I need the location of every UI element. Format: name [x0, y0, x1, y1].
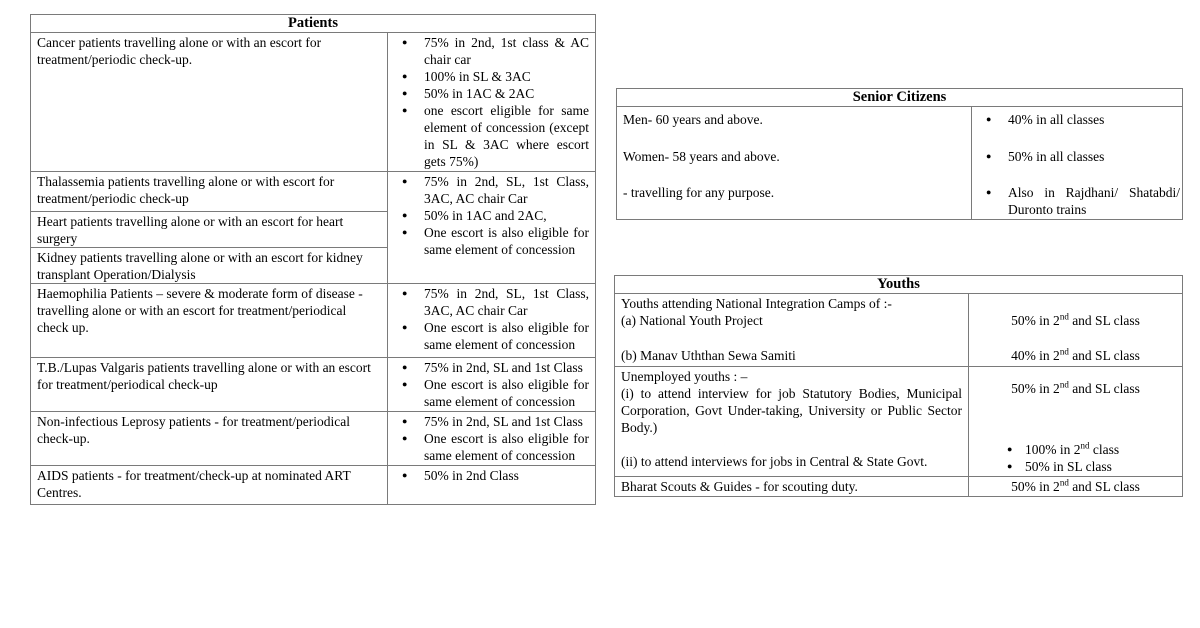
benefit-cell [972, 142, 1183, 179]
condition-cell: - travelling for any purpose. [617, 179, 972, 220]
benefit-item: ● one escort eligible for same element of concession (except in SL & 3AC where escort gets 75%) [394, 102, 589, 170]
benefit-item: ● 50% in 2nd Class [394, 467, 589, 484]
benefit-cell [388, 466, 596, 505]
benefit-cell [388, 284, 596, 358]
benefit-item: ● 75% in 2nd, SL and 1st Class [394, 359, 589, 376]
condition-cell: Bharat Scouts & Guides - for scouting duty. [615, 477, 969, 497]
unemployed-intro: Unemployed youths : – [621, 369, 748, 384]
unemployed-i-benefit: 50% in 2nd and SL class [1011, 379, 1140, 396]
condition-cell [31, 284, 388, 358]
condition-cell: Men- 60 years and above. [617, 107, 972, 143]
condition-cell [615, 367, 969, 477]
benefit-item: ● 75% in 2nd, 1st class & AC chair car [394, 34, 589, 68]
unemployed-i: (i) to attend interview for job Statutory Bodies, Municipal Corporation, Govt Under-taking, University or Public Sector Body.) [621, 386, 962, 435]
benefit-cell [388, 33, 596, 172]
benefit-item: ● One escort is also eligible for same element of concession [394, 376, 589, 410]
table-row [31, 172, 596, 284]
youths-heading: Youths [615, 276, 1183, 294]
table-row [617, 179, 1183, 220]
condition-text: Kidney patients travelling alone or with an escort for kidney transplant Operation/Dialysis [37, 250, 363, 282]
benefit-item: ● 100% in 2nd class [975, 441, 1176, 458]
table-row [31, 284, 596, 358]
condition-text: Haemophilia Patients – severe & moderate form of disease - travelling alone or with an escort for treatment/periodical check up. [37, 286, 363, 335]
unemployed-ii: (ii) to attend interviews for jobs in Central & State Govt. [621, 454, 928, 469]
condition-cell [31, 466, 388, 505]
condition-cell [31, 33, 388, 172]
table-row [31, 466, 596, 505]
condition-cell [31, 358, 388, 412]
benefit-item: ● 75% in 2nd, SL, 1st Class, 3AC, AC chair Car [394, 285, 589, 319]
benefit-cell [972, 107, 1183, 143]
condition-text: T.B./Lupas Valgaris patients travelling alone or with an escort for treatment/periodical check-up [37, 360, 371, 392]
condition-cell: Women- 58 years and above. [617, 142, 972, 179]
benefit-item: ● 40% in all classes [978, 111, 1176, 128]
benefit-cell [388, 412, 596, 466]
camp-b: (b) Manav Uththan Sewa Samiti [621, 348, 796, 363]
table-row [31, 33, 596, 172]
benefit-item: ● 50% in all classes [978, 148, 1176, 165]
patients-heading: Patients [31, 15, 596, 33]
benefit-cell [388, 358, 596, 412]
patients-table [30, 14, 596, 505]
camp-a-benefit: 50% in 2nd and SL class [1011, 311, 1140, 328]
condition-cell [615, 294, 969, 367]
benefit-cell [969, 367, 1183, 477]
table-row [617, 142, 1183, 179]
table-row [615, 294, 1183, 367]
camp-b-benefit: 40% in 2nd and SL class [1011, 346, 1140, 363]
benefit-item: ● 100% in SL & 3AC [394, 68, 589, 85]
table-row [31, 358, 596, 412]
condition-text: Heart patients travelling alone or with an escort for heart surgery [31, 212, 387, 248]
youths-table [614, 275, 1183, 497]
table-row [617, 107, 1183, 143]
table-row [615, 367, 1183, 477]
senior-citizens-table [616, 88, 1183, 220]
table-row [31, 412, 596, 466]
benefit-cell: 50% in 2nd and SL class [969, 477, 1183, 497]
condition-text: Cancer patients travelling alone or with an escort for treatment/periodic check-up. [37, 35, 322, 67]
senior-citizens-heading: Senior Citizens [617, 89, 1183, 107]
benefit-item: ● Also in Rajdhani/ Shatabdi/ Duronto trains [978, 184, 1180, 218]
condition-cell [31, 172, 388, 284]
condition-cell [31, 412, 388, 466]
benefit-item: ● 50% in 1AC & 2AC [394, 85, 589, 102]
benefit-cell [388, 172, 596, 284]
condition-text: Non-infectious Leprosy patients - for treatment/periodical check-up. [37, 414, 351, 446]
table-row [615, 477, 1183, 497]
condition-text: Thalassemia patients travelling alone or with escort for treatment/periodic check-up [31, 172, 387, 212]
benefit-cell [969, 294, 1183, 367]
benefit-item: ● One escort is also eligible for same element of concession [394, 224, 589, 258]
camps-intro: Youths attending National Integration Camps of :- [621, 296, 892, 311]
benefit-item: ● One escort is also eligible for same element of concession [394, 319, 589, 353]
condition-text: AIDS patients - for treatment/check-up at nominated ART Centres. [37, 468, 351, 500]
benefit-item: ● 50% in 1AC and 2AC, [394, 207, 589, 224]
camp-a: (a) National Youth Project [621, 313, 763, 328]
benefit-item: ● 75% in 2nd, SL and 1st Class [394, 413, 589, 430]
benefit-cell [972, 179, 1183, 220]
benefit-item: ● 50% in SL class [975, 458, 1176, 475]
benefit-item: ● 75% in 2nd, SL, 1st Class, 3AC, AC chair Car [394, 173, 589, 207]
benefit-item: ● One escort is also eligible for same element of concession [394, 430, 589, 464]
